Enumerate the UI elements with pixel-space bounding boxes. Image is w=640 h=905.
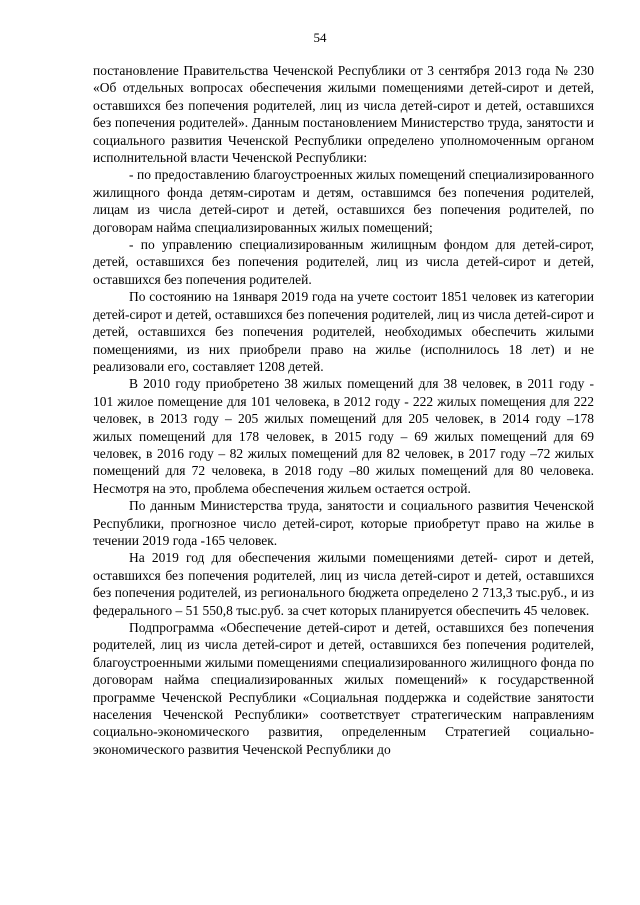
bullet-management: - по управлению специализированным жилищным фондом для детей-сирот, детей, оставшихся без попечения родителей, лиц из числа детей-сирот и детей, оставшихся без попечения родителей. — [93, 237, 594, 287]
document-body — [93, 62, 594, 758]
bullet-provision: - по предоставлению благоустроенных жилых помещений специализированного жилищного фонда детям-сиротам и детям, оставшимся без попечения родителей, лицам из числа детей-сирот и детей, оставшихся без попечения родителей, по договорам найма специализированных жилых помещений; — [93, 167, 594, 235]
paragraph-budget-2019: На 2019 год для обеспечения жилыми помещениями детей- сирот и детей, оставшихся без попечения родителей, лиц из числа детей-сирот и детей, оставшихся без попечения родителей, из регионального бюджета определено 2 713,3 тыс.руб., и из федерального – 51 550,8 тыс.руб. за счет которых планируется обеспечить 45 человек. — [93, 550, 594, 618]
paragraph-subprogram: Подпрограмма «Обеспечение детей-сирот и детей, оставшихся без попечения родителей, лиц из числа детей-сирот и детей, оставшихся без попечения родителей, благоустроенными жилыми помещениями специализированного жилищного фонда по договорам найма специализированных жилых помещений» к государственной программе Чеченской Республики «Социальная поддержка и содействие занятости населения Чеченской Республики» соответствует стратегическим направлениям социально-экономического развития, определенным Стратегией социально-экономического развития Чеченской Республики до — [93, 620, 594, 757]
page-number: 54 — [313, 30, 327, 45]
paragraph-yearly-acquisitions: В 2010 году приобретено 38 жилых помещений для 38 человек, в 2011 году - 101 жилое помещение для 101 человека, в 2012 году - 222 жилых помещения для 222 человек, в 2013 году – 205 жилых помещений для 205 человек, в 2014 году –178 жилых помещений для 178 человек, в 2015 году – 69 жилых помещений для 69 человек, в 2016 году – 82 жилых помещений для 82 человек, в 2017 году –72 жилых помещений для 72 человека, в 2018 году –80 жилых помещений для 80 человека. Несмотря на это, проблема обеспечения жильем остается острой. — [93, 376, 594, 496]
paragraph-registry-status: По состоянию на 1января 2019 года на учете состоит 1851 человек из категории детей-сирот и детей, оставшихся без попечения родителей, лиц из числа детей-сирот и детей, оставшихся без попечения родителей, необходимых обеспечить жилыми помещениями, из них приобрели право на жилье (исполнилось 18 лет) и не реализовали его, составляет 1208 детей. — [93, 289, 594, 374]
paragraph-forecast: По данным Министерства труда, занятости и социального развития Чеченской Республики, прогнозное число детей-сирот, которые приобретут право на жилье в течении 2019 года -165 человек. — [93, 498, 594, 548]
paragraph-resolution: постановление Правительства Чеченской Республики от 3 сентября 2013 года № 230 «Об отдельных вопросах обеспечения жилыми помещениями детей-сирот и детей, оставшихся без попечения родителей, лиц из числа детей-сирот и детей, оставшихся без попечения родителей». Данным постановлением Министерство труда, занятости и социального развития Чеченской Республики определено уполномоченным органом исполнительной власти Чеченской Республики: — [93, 63, 594, 166]
